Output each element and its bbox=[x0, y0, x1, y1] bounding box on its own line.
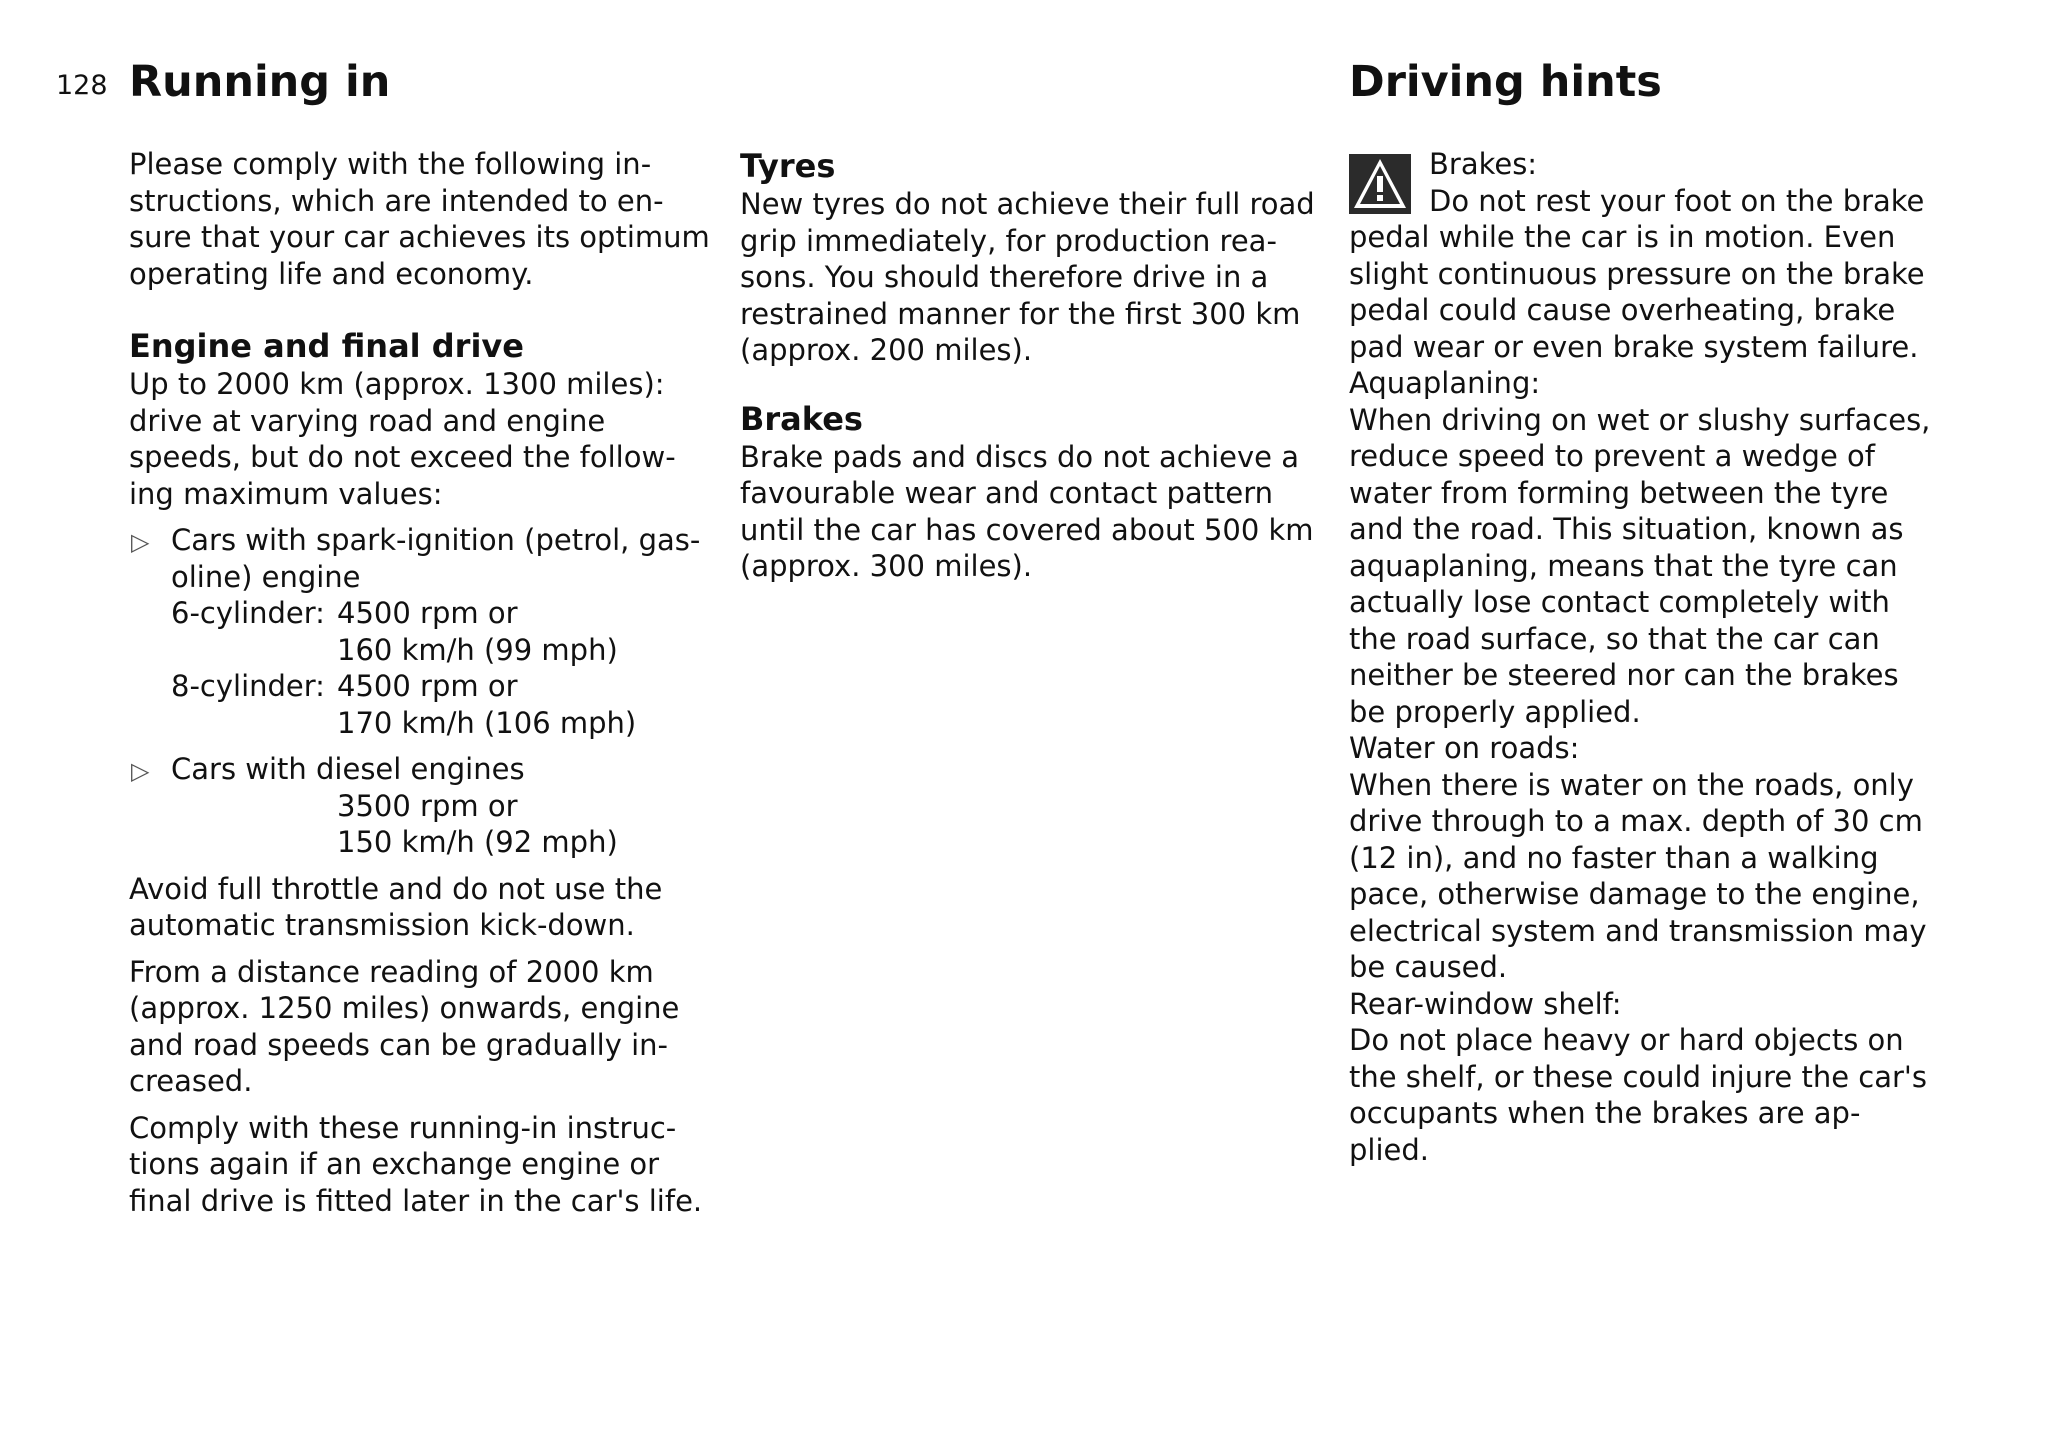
text-line: speeds, but do not exceed the follow- bbox=[129, 440, 676, 474]
text-line: 150 km/h (92 mph) bbox=[337, 825, 618, 859]
text-line: 4500 rpm or bbox=[337, 669, 518, 703]
text-line: pedal while the car is in motion. Even bbox=[1349, 220, 1896, 254]
text-line: plied. bbox=[1349, 1132, 1429, 1167]
text-line: electrical system and transmission may bbox=[1349, 913, 1927, 948]
text-line: Do not rest your foot on the brake bbox=[1429, 183, 1925, 218]
text-line: pad wear or even brake system failure. bbox=[1349, 329, 1919, 364]
text-line: tions again if an exchange engine or bbox=[129, 1147, 660, 1181]
text-line: From a distance reading of 2000 km bbox=[129, 954, 654, 989]
text-line: Brake pads and discs do not achieve a bbox=[740, 439, 1300, 474]
text-line: (approx. 300 miles). bbox=[740, 549, 1033, 583]
warning-heading-lines bbox=[1349, 146, 1949, 219]
text-line: sure that your car achieves its optimum bbox=[129, 220, 710, 254]
brakes-paragraph bbox=[740, 439, 1330, 585]
text-line: Avoid full throttle and do not use the bbox=[129, 871, 663, 906]
spec-value bbox=[337, 595, 729, 668]
text-line: pace, otherwise damage to the engine, bbox=[1349, 877, 1920, 911]
text-line: water from forming between the tyre bbox=[1349, 475, 1889, 510]
engine-heading: Engine and final drive bbox=[129, 327, 524, 365]
text-line: aquaplaning, means that the tyre can bbox=[1349, 548, 1898, 583]
text-line: (approx. 200 miles). bbox=[740, 333, 1033, 367]
text-line: 170 km/h (106 mph) bbox=[337, 705, 637, 740]
text-line: 160 km/h (99 mph) bbox=[337, 632, 618, 667]
text-line: structions, which are intended to en- bbox=[129, 183, 664, 218]
warning-block bbox=[1349, 146, 1949, 1168]
spec-row-diesel bbox=[171, 788, 729, 861]
text-line: (12 in), and no faster than a walking bbox=[1349, 840, 1879, 875]
exchange-paragraph bbox=[129, 1110, 729, 1220]
driving-hints-column bbox=[1349, 146, 1949, 1168]
text-line: the road surface, so that the car can bbox=[1349, 621, 1880, 656]
text-line: restrained manner for the first 300 km bbox=[740, 296, 1301, 331]
spec-row-8-cylinder bbox=[171, 668, 729, 741]
text-line: When there is water on the roads, only bbox=[1349, 767, 1914, 802]
text-line: oline) engine bbox=[171, 559, 361, 594]
text-line: Up to 2000 km (approx. 1300 miles): bbox=[129, 367, 665, 401]
running-in-column bbox=[129, 146, 729, 1219]
text-line: pedal could cause overheating, brake bbox=[1349, 293, 1896, 327]
text-line: 3500 rpm or bbox=[337, 788, 518, 823]
text-line: automatic transmission kick-down. bbox=[129, 908, 635, 942]
text-line: Do not place heavy or hard objects on bbox=[1349, 1023, 1904, 1057]
text-line: operating life and economy. bbox=[129, 256, 534, 291]
text-line: Aquaplaning: bbox=[1349, 366, 1541, 400]
text-line: Cars with diesel engines bbox=[171, 752, 525, 786]
text-line: until the car has covered about 500 km bbox=[740, 512, 1314, 547]
distance-paragraph bbox=[129, 954, 729, 1100]
bullet-triangle-icon: ▷ bbox=[131, 757, 150, 785]
tyres-paragraph bbox=[740, 186, 1330, 369]
text-line: Water on roads: bbox=[1349, 731, 1580, 765]
text-line: be caused. bbox=[1349, 950, 1508, 984]
text-line: Cars with spark-ignition (petrol, gas- bbox=[171, 523, 701, 557]
page-number: 128 bbox=[56, 70, 108, 101]
text-line: the shelf, or these could injure the car's bbox=[1349, 1059, 1927, 1094]
text-line: occupants when the brakes are ap- bbox=[1349, 1096, 1861, 1130]
warning-text bbox=[1349, 219, 1949, 1168]
text-line: Comply with these running-in instruc- bbox=[129, 1110, 677, 1145]
spec-value bbox=[337, 668, 729, 741]
text-line: creased. bbox=[129, 1064, 253, 1098]
text-line: sons. You should therefore drive in a bbox=[740, 260, 1269, 294]
tyres-brakes-column bbox=[740, 146, 1330, 585]
text-line: favourable wear and contact pattern bbox=[740, 476, 1274, 510]
text-line: When driving on wet or slushy surfaces, bbox=[1349, 402, 1931, 437]
page-title-driving-hints: Driving hints bbox=[1349, 57, 1662, 107]
text-line: drive at varying road and engine bbox=[129, 403, 606, 438]
text-line: Brakes: bbox=[1429, 147, 1538, 181]
spec-label: 8-cylinder: bbox=[171, 669, 325, 703]
text-line: be properly applied. bbox=[1349, 694, 1641, 729]
spec-value bbox=[337, 788, 729, 861]
engine-paragraph bbox=[129, 366, 729, 512]
text-line: actually lose contact completely with bbox=[1349, 585, 1890, 619]
spec-label: 6-cylinder: bbox=[171, 596, 325, 630]
text-line: neither be steered nor can the brakes bbox=[1349, 658, 1899, 692]
text-line: (approx. 1250 miles) onwards, engine bbox=[129, 991, 680, 1025]
intro-paragraph bbox=[129, 146, 729, 292]
page-title-running-in: Running in bbox=[129, 57, 391, 107]
bullet-item-petrol bbox=[129, 522, 729, 741]
text-line: ing maximum values: bbox=[129, 476, 443, 511]
text-line: Please comply with the following in- bbox=[129, 147, 652, 181]
text-line: drive through to a max. depth of 30 cm bbox=[1349, 804, 1923, 838]
text-line: New tyres do not achieve their full road bbox=[740, 187, 1315, 221]
brakes-heading: Brakes bbox=[740, 399, 863, 438]
text-line: reduce speed to prevent a wedge of bbox=[1349, 439, 1875, 473]
throttle-paragraph bbox=[129, 871, 729, 944]
spec-label bbox=[171, 788, 337, 861]
spec-row-6-cylinder bbox=[171, 595, 729, 668]
text-line: and road speeds can be gradually in- bbox=[129, 1027, 668, 1062]
text-line: slight continuous pressure on the brake bbox=[1349, 256, 1925, 291]
tyres-heading: Tyres bbox=[740, 147, 836, 185]
text-line: and the road. This situation, known as bbox=[1349, 512, 1904, 546]
warning-triangle-icon bbox=[1349, 154, 1411, 214]
bullet-item-diesel bbox=[129, 751, 729, 861]
text-line: Rear-window shelf: bbox=[1349, 986, 1622, 1021]
text-line: grip immediately, for production rea- bbox=[740, 223, 1277, 258]
bullet-triangle-icon: ▷ bbox=[131, 528, 150, 556]
text-line: 4500 rpm or bbox=[337, 596, 518, 630]
text-line: final drive is fitted later in the car's life. bbox=[129, 1183, 703, 1218]
